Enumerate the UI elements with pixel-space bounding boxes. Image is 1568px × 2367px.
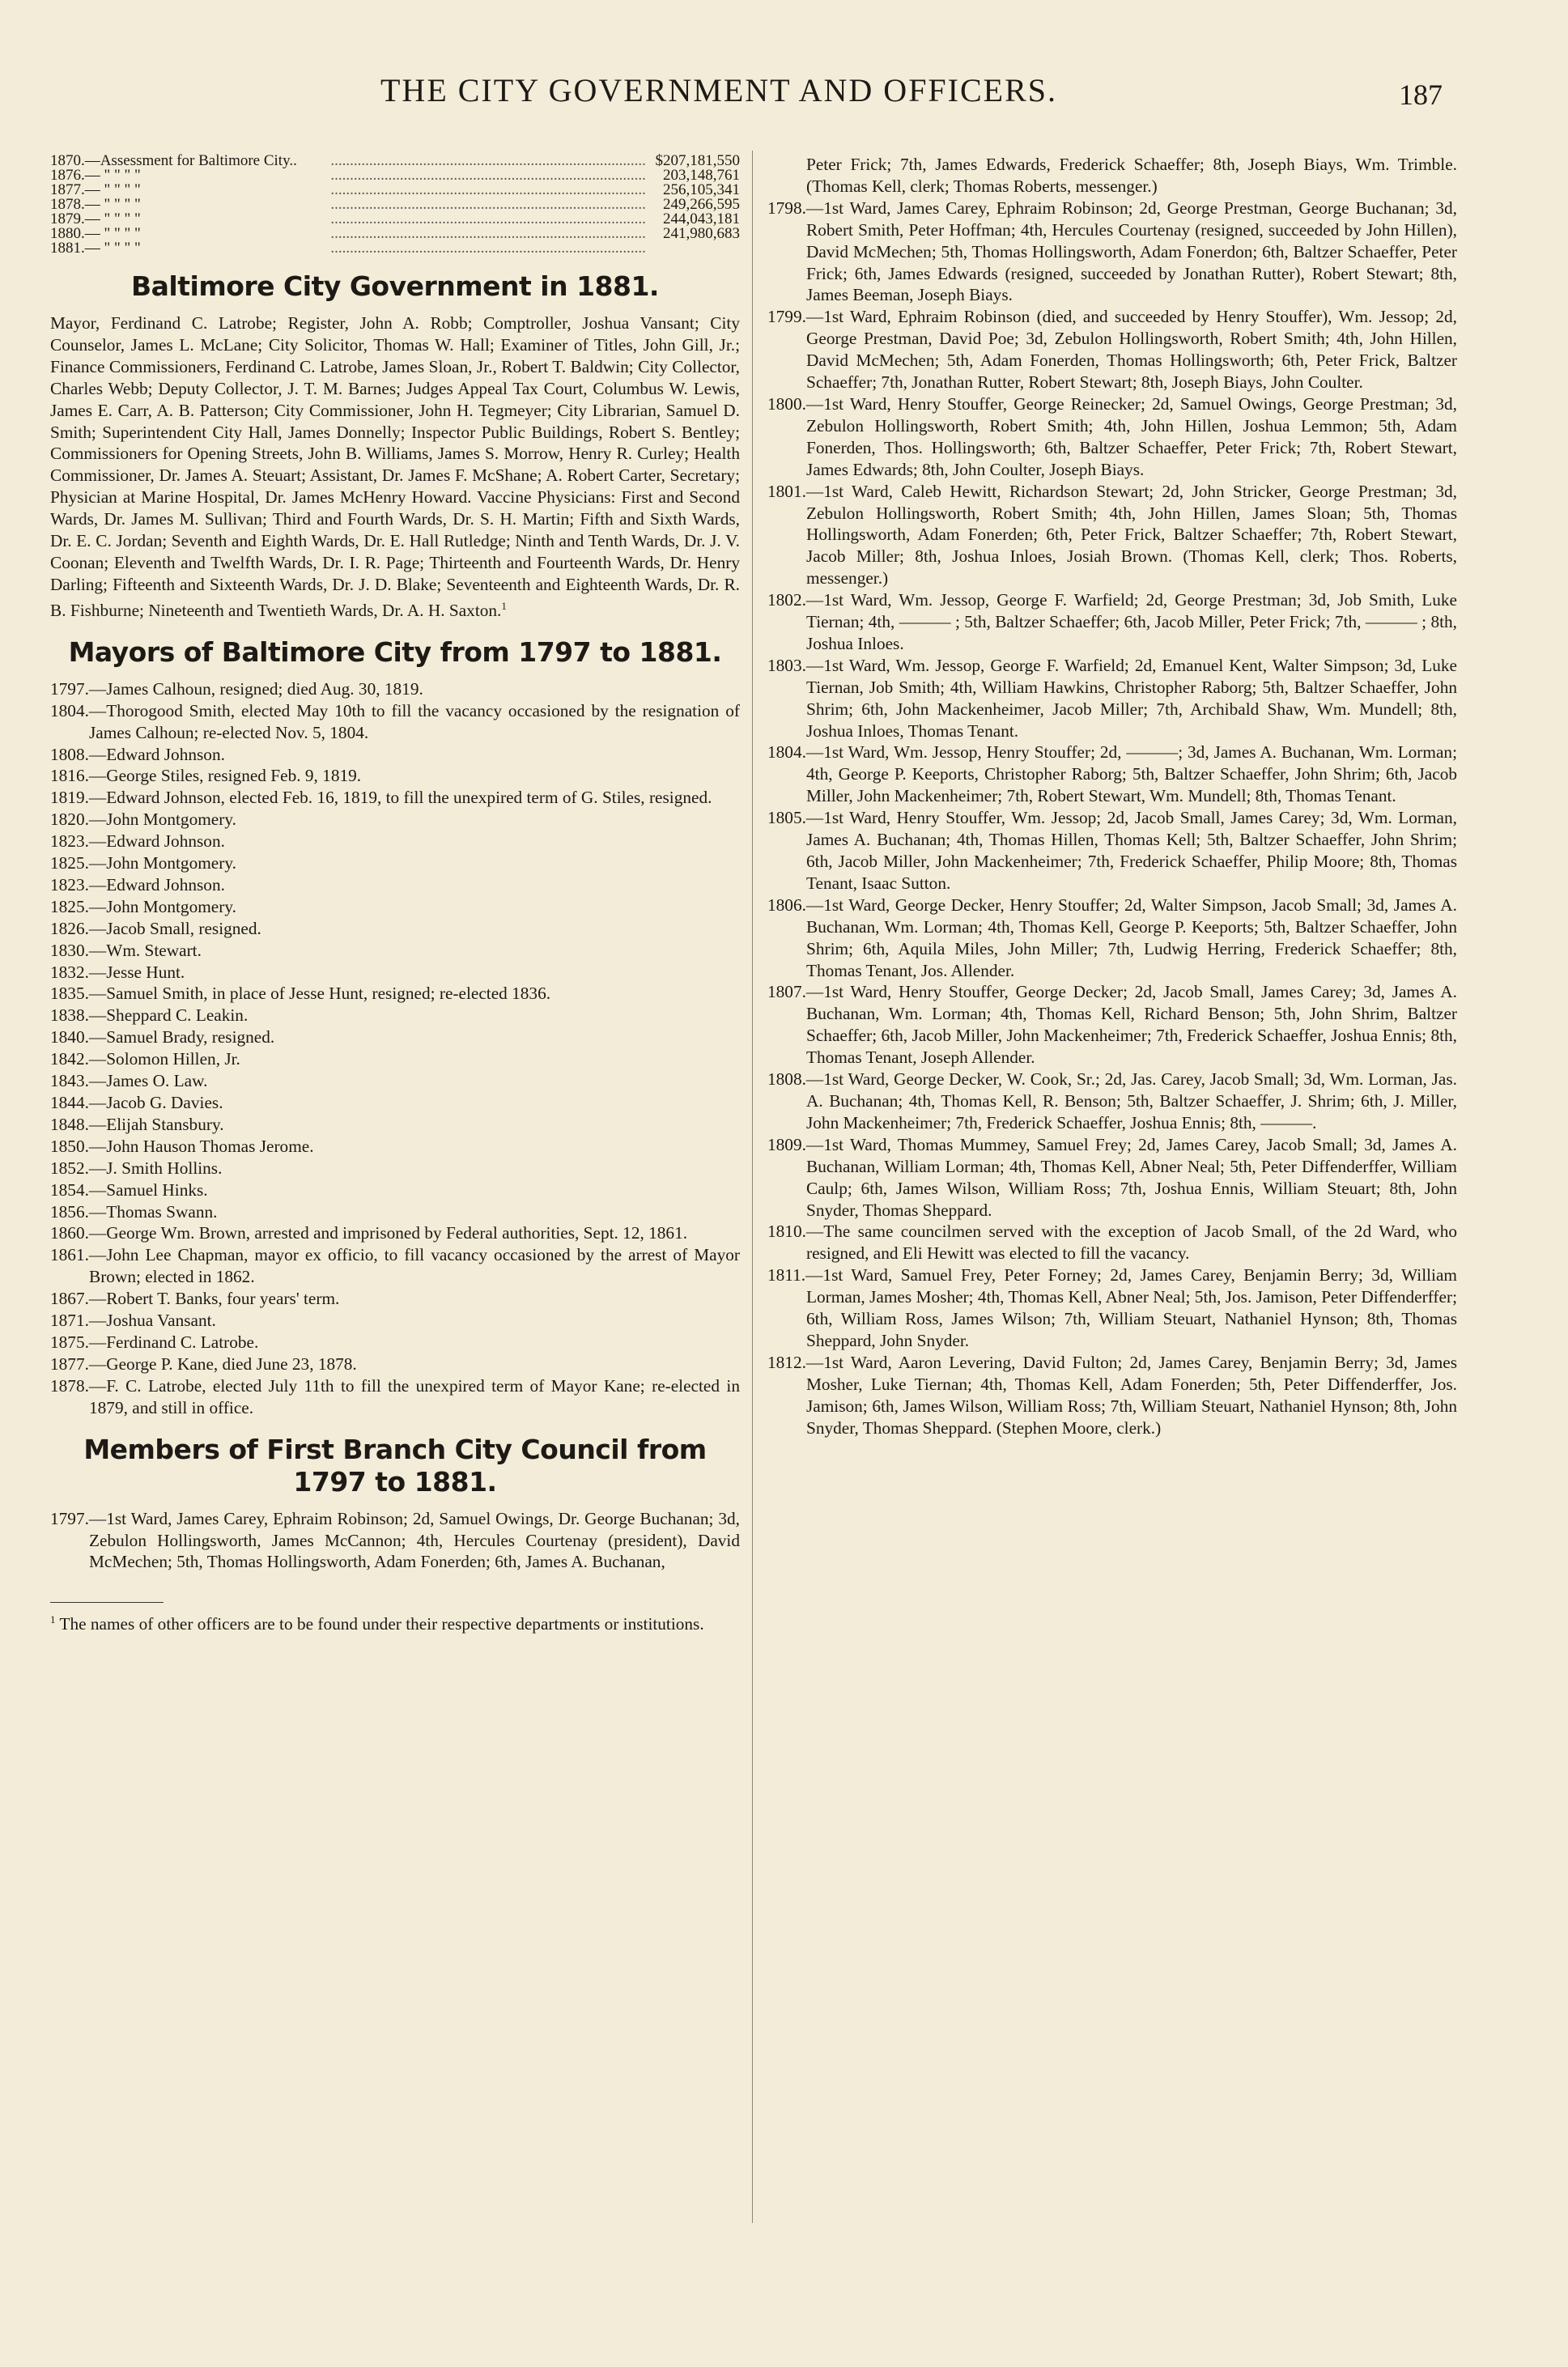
council-entry: 1802.—1st Ward, Wm. Jessop, George F. Warfield; 2d, George Prestman; 3d, Job Smith, Luke Tiernan; 4th, ——— ; 5th, Baltzer Schaeffer; 6th, Jacob Miller, Peter Frick; 7th, ——— ; 8th, Joshua Inloes. xyxy=(767,590,1457,653)
leader-dots: .................................................................................. xyxy=(330,212,646,227)
mayor-entry: 1850.—John Hauson Thomas Jerome. xyxy=(50,1136,314,1156)
footnote xyxy=(50,1609,740,1635)
council-heading xyxy=(50,1434,740,1498)
mayor-entry: 1871.—Joshua Vansant. xyxy=(50,1311,216,1331)
assessment-amount: 256,105,341 xyxy=(663,181,740,198)
assessment-row xyxy=(50,183,740,198)
mayor-entry: 1861.—John Lee Chapman, mayor ex officio, to fill vacancy occasioned by the arrest of Mayor Brown; elected in 1862. xyxy=(50,1245,740,1287)
column-divider xyxy=(752,151,753,2223)
assessment-row xyxy=(50,241,740,256)
council-entry: 1810.—The same councilmen served with the exception of Jacob Small, of the 2d Ward, who resigned, and Eli Hewitt was elected to fill the vacancy. xyxy=(767,1222,1457,1264)
mayor-entry: 1820.—John Montgomery. xyxy=(50,810,236,830)
mayor-entry: 1838.—Sheppard C. Leakin. xyxy=(50,1005,249,1026)
assessment-year: 1879.— " " " " xyxy=(50,210,141,227)
mayor-entry: 1860.—George Wm. Brown, arrested and imprisoned by Federal authorities, Sept. 12, 1861. xyxy=(50,1223,688,1243)
leader-dots: .................................................................................. xyxy=(330,227,646,241)
assessment-amount: 249,266,595 xyxy=(663,196,740,213)
mayor-entry: 1830.—Wm. Stewart. xyxy=(50,940,202,960)
council-heading-line2: 1797 to 1881. xyxy=(293,1465,497,1498)
mayor-entry: 1840.—Samuel Brady, resigned. xyxy=(50,1027,275,1048)
mayor-entry: 1808.—Edward Johnson. xyxy=(50,744,225,764)
assessment-row xyxy=(50,212,740,227)
council-entry-1797-continued: Peter Frick; 7th, James Edwards, Frederick Schaeffer; 8th, Joseph Biays, Wm. Trimble. (Thomas Kell, clerk; Thomas Roberts, messenger.) xyxy=(806,155,1457,196)
mayor-entry: 1826.—Jacob Small, resigned. xyxy=(50,918,261,938)
mayor-entry: 1825.—John Montgomery. xyxy=(50,853,236,873)
footnote-reference: 1 xyxy=(501,599,507,612)
footnote-text: The names of other officers are to be found under their respective departments or institutions. xyxy=(59,1614,704,1634)
mayor-entry: 1819.—Edward Johnson, elected Feb. 16, 1819, to fill the unexpired term of G. Stiles, resigned. xyxy=(50,788,712,808)
left-column xyxy=(50,154,740,1635)
assessment-row xyxy=(50,198,740,212)
council-entry-1797: 1797.—1st Ward, James Carey, Ephraim Robinson; 2d, Samuel Owings, Dr. George Buchanan; 3d, Zebulon Hollingsworth, James McCannon; 4th, Hercules Courtenay (president), David McMechen; 5th, Thomas Hollingsworth, Adam Fonerden; 6th, James A. Buchanan, xyxy=(50,1508,740,1572)
mayor-entry: 1852.—J. Smith Hollins. xyxy=(50,1158,223,1178)
assessment-year: 1881.— " " " " xyxy=(50,240,141,257)
council-entry: 1806.—1st Ward, George Decker, Henry Stouffer; 2d, Walter Simpson, Jacob Small; 3d, James A. Buchanan, Wm. Lorman; 4th, Thomas Kell, George P. Keeports; 5th, Baltzer Schaeffer, John Shrim; 6th, Aquila Miles, John Miller; 7th, Ludwig Herring, Frederick Schaeffer; 8th, Thomas Tenant, Jos. Allender. xyxy=(767,895,1457,980)
council-entry: 1808.—1st Ward, George Decker, W. Cook, Sr.; 2d, Jas. Carey, Jacob Small; 3d, Wm. Lorman, Jas. A. Buchanan; 4th, Thomas Kell, R. Benson; 5th, Baltzer Schaeffer, J. Shrim; 6th, J. Miller, John Mackenheimer; 7th, Frederick Schaeffer, Joshua Ennis; 8th, ———. xyxy=(767,1069,1457,1133)
assessment-year: 1878.— " " " " xyxy=(50,196,141,213)
mayor-entry: 1823.—Edward Johnson. xyxy=(50,874,225,895)
mayor-entry: 1816.—George Stiles, resigned Feb. 9, 1819. xyxy=(50,766,362,786)
assessment-table xyxy=(50,154,740,256)
assessment-year: 1870.—Assessment for Baltimore City.. xyxy=(50,152,297,169)
running-head: THE CITY GOVERNMENT AND OFFICERS. xyxy=(380,72,1058,108)
mayor-entry: 1825.—John Montgomery. xyxy=(50,896,236,916)
council-entry: 1809.—1st Ward, Thomas Mummey, Samuel Frey; 2d, James Carey, Jacob Small; 3d, James A. Buchanan, William Lorman; 4th, Thomas Kell, Abner Neal; 5th, Peter Diffenderffer, William Caulp; 6th, James Wilson, William Ross; 7th, Joshua Ennis, William Steuart; 8th, John Snyder, Thomas Sheppard. xyxy=(767,1134,1457,1220)
leader-dots: .................................................................................. xyxy=(330,154,646,168)
council-heading-line1: Members of First Branch City Council from xyxy=(83,1433,707,1465)
leader-dots: .................................................................................. xyxy=(330,168,646,183)
council-entry: 1805.—1st Ward, Henry Stouffer, Wm. Jessop; 2d, Jacob Small, James Carey; 3d, Wm. Lorman, James A. Buchanan; 4th, Thomas Hillen, Thomas Kell; 5th, Baltzer Schaeffer, John Shrim; 6th, Jacob Miller, John Mackenheimer; 7th, Frederick Schaeffer, Philip Moore; 8th, Thomas Tenant, Isaac Sutton. xyxy=(767,808,1457,893)
assessment-amount xyxy=(646,241,740,256)
mayor-entry: 1823.—Edward Johnson. xyxy=(50,831,225,852)
council-entry: 1798.—1st Ward, James Carey, Ephraim Robinson; 2d, George Prestman, George Buchanan; 3d, Robert Smith, Peter Hoffman; 4th, Hercules Courtenay (resigned, succeeded by John Hillen), David McMechen; 5th, Thomas Hollingsworth, Adam Fonerdon; 6th, Baltzer Schaeffer, Peter Frick; 6th, James Edwards (resigned, succeeded by Jonathan Rutter), Robert Stewart; 8th, James Beeman, Joseph Biays. xyxy=(767,198,1457,305)
page-number: 187 xyxy=(1399,79,1443,111)
footnote-mark: 1 xyxy=(50,1613,56,1626)
mayor-entry: 1843.—James O. Law. xyxy=(50,1071,208,1091)
council-list xyxy=(767,198,1457,1439)
council-entry: 1811.—1st Ward, Samuel Frey, Peter Forney; 2d, James Carey, Benjamin Berry; 3d, William Lorman, James Mosher; 4th, Thomas Kell, Abner Neal; 5th, Jos. Jamison, Peter Diffenderffer; 6th, William Ross, James Wilson; 7th, William Steuart, Nathaniel Hynson; 8th, Thomas Sheppard, John Snyder. xyxy=(767,1265,1457,1350)
mayor-entry: 1854.—Samuel Hinks. xyxy=(50,1179,208,1200)
assessment-row xyxy=(50,154,740,168)
council-entry: 1803.—1st Ward, Wm. Jessop, George F. Warfield; 2d, Emanuel Kent, Walter Simpson; 3d, Luke Tiernan, Job Smith; 4th, William Hawkins, Christopher Raborg; 5th, Baltzer Schaeffer, John Shrim; 6th, John Mackenheimer, Jacob Miller; 7th, Archibald Shaw, Wm. Mundell; 8th, Joshua Inloes, Thomas Tenant. xyxy=(767,655,1457,741)
government-text xyxy=(50,312,740,622)
assessment-amount: 241,980,683 xyxy=(663,225,740,242)
council-entry: 1807.—1st Ward, Henry Stouffer, George Decker; 2d, Jacob Small, James Carey; 3d, James A. Buchanan, Wm. Lorman; 4th, Thomas Kell, Richard Benson; 5th, John Shrim, Baltzer Schaeffer; 6th, Jacob Miller, John Mackenheimer; 7th, Frederick Schaeffer, Joshua Ennis; 8th, Thomas Tenant, Joseph Allender. xyxy=(767,982,1457,1068)
assessment-amount: $207,181,550 xyxy=(655,152,740,169)
mayor-entry: 1856.—Thomas Swann. xyxy=(50,1201,218,1222)
government-heading: Baltimore City Government in 1881. xyxy=(131,270,659,302)
leader-dots: .................................................................................. xyxy=(330,198,646,212)
mayor-entry: 1844.—Jacob G. Davies. xyxy=(50,1093,223,1112)
council-entry: 1800.—1st Ward, Henry Stouffer, George Reinecker; 2d, Samuel Owings, George Prestman; 3d, Zebulon Hollingsworth, Robert Smith; 4th, John Hillen, Joshua Lemmon; 5th, Adam Fonerden, Thos. Hollingsworth; 6th, Baltzer Schaeffer, Peter Frick; 7th, Robert Stewart, James Edwards; 8th, John Coulter, Joseph Biays. xyxy=(767,393,1457,479)
mayor-entry: 1797.—James Calhoun, resigned; died Aug. 30, 1819. xyxy=(50,678,423,699)
mayors-heading: Mayors of Baltimore City from 1797 to 1881. xyxy=(68,635,722,668)
mayor-entry: 1867.—Robert T. Banks, four years' term. xyxy=(50,1289,340,1309)
council-entry: 1812.—1st Ward, Aaron Levering, David Fulton; 2d, James Carey, Benjamin Berry; 3d, James Mosher, Luke Tiernan; 4th, Thomas Kell, Adam Fonerden; 5th, Peter Diffenderffer, Jos. Jamison; 6th, James Wilson, William Ross; 7th, William Steuart, Nathaniel Hynson; 8th, John Snyder, Thomas Sheppard. (Stephen Moore, clerk.) xyxy=(767,1352,1457,1438)
assessment-year: 1876.— " " " " xyxy=(50,167,141,184)
council-entry: 1804.—1st Ward, Wm. Jessop, Henry Stouffer; 2d, ———; 3d, James A. Buchanan, Wm. Lorman; 4th, George P. Keeports, Christopher Raborg; 5th, Baltzer Schaeffer, John Shrim; 6th, Jacob Miller, John Mackenheimer; 7th, Robert Stewart, Wm. Mundell; 8th, Thomas Tenant. xyxy=(767,742,1457,806)
leader-dots: .................................................................................. xyxy=(330,183,646,198)
mayor-entry: 1877.—George P. Kane, died June 23, 1878. xyxy=(50,1353,357,1374)
assessment-amount: 203,148,761 xyxy=(663,167,740,184)
assessment-row xyxy=(50,168,740,183)
footnote-rule xyxy=(50,1602,164,1603)
council-entry: 1799.—1st Ward, Ephraim Robinson (died, and succeeded by Henry Stouffer), Wm. Jessop; 2d, George Prestman, David Poe; 3d, Zebulon Hollingsworth, Robert Smith; 4th, John Hillen, David McMechen; 5th, Adam Fonerden, Thomas Hollingsworth; 6th, Peter Frick, Baltzer Schaeffer; 7th, Jonathan Rutter, Robert Stewart; 8th, Joseph Biays, John Coulter. xyxy=(767,307,1457,393)
council-entry: 1801.—1st Ward, Caleb Hewitt, Richardson Stewart; 2d, John Stricker, George Prestman; 3d, Zebulon Hollingsworth, Robert Smith; 4th, John Hillen, James Sloan; 5th, Thomas Hollingsworth, Adam Fonerden; 6th, Peter Frick, Baltzer Schaeffer; 7th, Robert Stewart, Jacob Miller; 8th, Joshua Inloes, Josiah Brown. (Thomas Kell, clerk; Thos. Roberts, messenger.) xyxy=(767,481,1457,589)
assessment-year: 1880.— " " " " xyxy=(50,225,141,242)
mayor-entry: 1835.—Samuel Smith, in place of Jesse Hunt, resigned; re-elected 1836. xyxy=(50,984,551,1004)
assessment-row xyxy=(50,227,740,241)
mayor-entry: 1878.—F. C. Latrobe, elected July 11th to fill the unexpired term of Mayor Kane; re-elected in 1879, and still in office. xyxy=(50,1375,740,1417)
mayor-entry: 1832.—Jesse Hunt. xyxy=(50,962,185,982)
assessment-year: 1877.— " " " " xyxy=(50,181,141,198)
mayor-entry: 1875.—Ferdinand C. Latrobe. xyxy=(50,1332,259,1352)
mayor-entry: 1804.—Thorogood Smith, elected May 10th to fill the vacancy occasioned by the resignation of James Calhoun; re-elected Nov. 5, 1804. xyxy=(50,700,740,742)
assessment-amount: 244,043,181 xyxy=(663,210,740,227)
government-body: Mayor, Ferdinand C. Latrobe; Register, John A. Robb; Comptroller, Joshua Vansant; City Counselor, James L. McLane; City Solicitor, Thomas W. Hall; Examiner of Titles, John Gill, Jr.; Finance Commissioners, Ferdinand C. Latrobe, James Sloan, Jr., Robert T. Baldwin; City Collector, Charles Webb; Deputy Collector, J. T. M. Barnes; Judges Appeal Tax Court, Columbus W. Lewis, James E. Carr, A. B. Patterson; City Commissioner, John H. Tegmeyer; City Librarian, Samuel D. Smith; Superintendent City Hall, James Donnelly; Inspector Public Buildings, Robert S. Bentley; Commissioners for Opening Streets, John B. Williams, James S. Morrow, Henry R. Curley; Health Commissioner, Dr. James A. Steuart; Assistant, Dr. James F. McShane; A. Robert Carter, Secretary; Physician at Marine Hospital, Dr. James McHenry Howard. Vaccine Physicians: First and Second Wards, Dr. James M. Sullivan; Third and Fourth Wards, Dr. S. H. Martin; Fifth and Sixth Wards, Dr. E. C. Jordan; Seventh and Eighth Wards, Dr. E. Hall Rutledge; Ninth and Tenth Wards, Dr. J. V. Coonan; Eleventh and Twelfth Wards, Dr. I. R. Page; Thirteenth and Fourteenth Wards, Dr. Henry Darling; Fifteenth and Sixteenth Wards, Dr. J. D. Blake; Seventeenth and Eighteenth Wards, Dr. R. B. Fishburne; Nineteenth and Twentieth Wards, Dr. A. H. Saxton. xyxy=(50,313,740,620)
right-column xyxy=(767,154,1457,1438)
mayor-entry: 1848.—Elijah Stansbury. xyxy=(50,1114,224,1134)
mayor-entry: 1842.—Solomon Hillen, Jr. xyxy=(50,1049,240,1069)
mayors-list xyxy=(50,678,740,1419)
leader-dots: .................................................................................. xyxy=(330,241,646,256)
